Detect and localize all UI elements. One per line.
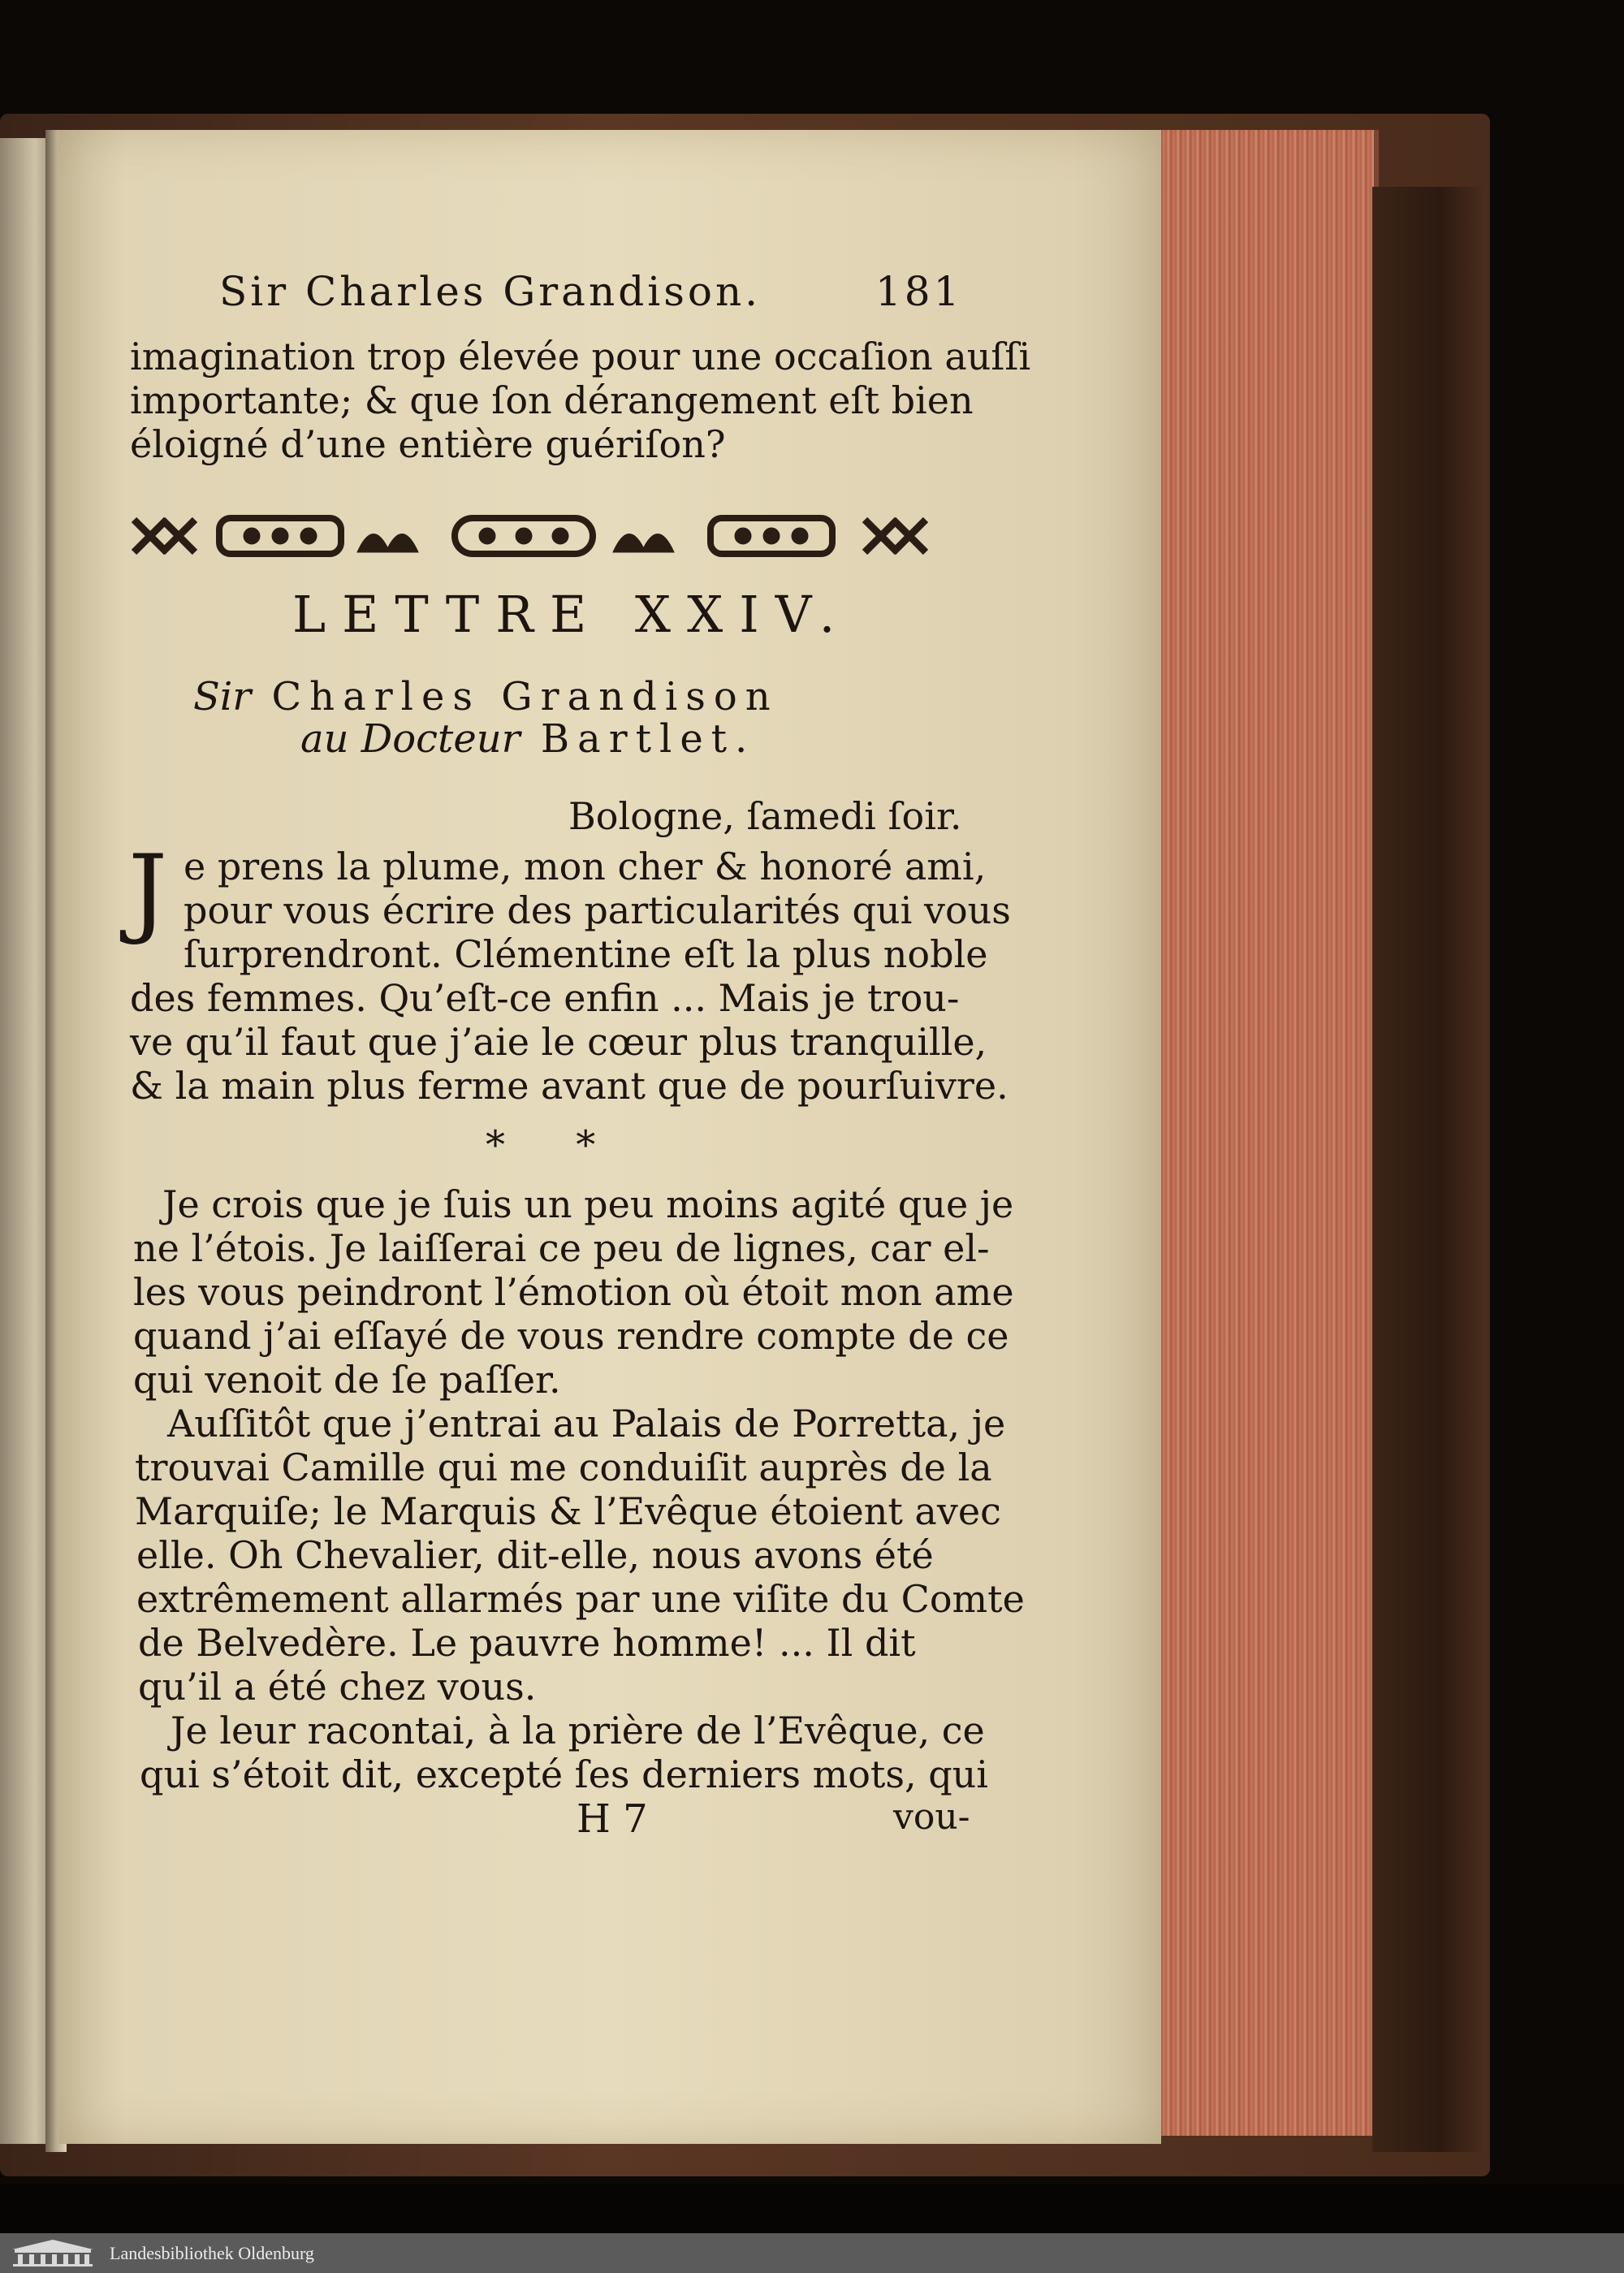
page-number: 181: [875, 268, 963, 315]
text-line: de Belvedère. Le pauvre homme! ... Il dit: [138, 1621, 916, 1665]
signature-mark: H 7: [577, 1796, 648, 1842]
footer-bar: [0, 2233, 1624, 2273]
page-fore-edge: [1161, 130, 1379, 2136]
text-line: extrêmement allarmés par une viſite du Comte: [136, 1577, 1025, 1621]
text-line: qu’il a été chez vous.: [138, 1665, 537, 1709]
text-line: les vous peindront l’émotion où étoit mon ame: [133, 1270, 1014, 1314]
text-line: ne l’étois. Je laiſſerai ce peu de lignes, car el-: [133, 1226, 990, 1270]
text-line: Je crois que je ſuis un peu moins agité que je: [162, 1182, 1014, 1226]
library-building-icon: [8, 2238, 97, 2267]
dateline: Bologne, ſamedi ſoir.: [568, 794, 962, 838]
letter-title: LETTRE XXIV.: [292, 585, 852, 644]
text-line: Auſſitôt que j’entrai au Palais de Porretta, je: [167, 1402, 1006, 1445]
section-separator: * *: [486, 1122, 625, 1168]
scan-background: [0, 2184, 1624, 2233]
library-label: Landesbibliothek Oldenburg: [110, 2243, 314, 2263]
running-head: [219, 268, 963, 315]
addressee-sir: Sir: [193, 674, 252, 719]
text-line: trouvai Camille qui me conduiſit auprès de la: [135, 1445, 992, 1489]
text-line: pour vous écrire des particularités qui vous: [184, 888, 1011, 932]
text-line: importante; & que ſon dérangement eſt bien: [130, 378, 974, 422]
text-line: & la main plus ferme avant que de pourſuivre.: [130, 1064, 1009, 1108]
ornamental-band: [130, 503, 962, 568]
addressee-recipient: Bartlet.: [540, 716, 756, 762]
back-cover-board: [1372, 187, 1486, 2152]
addressee-title: au Docteur: [300, 716, 520, 762]
text-line: ſurprendront. Clémentine eſt la plus noble: [184, 932, 988, 976]
drop-cap: J: [128, 835, 168, 948]
text-line: Marquiſe; le Marquis & l’Evêque étoient avec: [135, 1489, 1001, 1533]
text-line: imagination trop élevée pour une occaſion auſſi: [130, 335, 1031, 378]
addressee-line-1: [193, 674, 779, 719]
text-line: elle. Oh Chevalier, dit-elle, nous avons été: [136, 1533, 934, 1577]
addressee-line-2: [300, 716, 755, 762]
text-line: e prens la plume, mon cher & honoré ami,: [184, 845, 987, 888]
text-line: ve qu’il faut que j’aie le cœur plus tranquille,: [130, 1020, 987, 1064]
text-line: des femmes. Qu’eſt-ce enfin ... Mais je trou-: [130, 976, 960, 1020]
text-line: éloigné d’une entière guériſon?: [130, 422, 726, 466]
text-line: qui venoit de ſe paſſer.: [133, 1358, 561, 1402]
text-line: quand j’ai eſſayé de vous rendre compte de ce: [133, 1314, 1009, 1358]
running-head-text: Sir Charles Grandison.: [219, 268, 762, 315]
text-line: Je leur racontai, à la prière de l’Evêque, ce: [171, 1709, 985, 1752]
text-line: qui s’étoit dit, excepté ſes derniers mots, qui: [140, 1752, 989, 1796]
addressee-name: Charles Grandison: [271, 674, 779, 719]
catchword: vou-: [893, 1796, 970, 1838]
left-page-edge: [0, 138, 50, 2144]
